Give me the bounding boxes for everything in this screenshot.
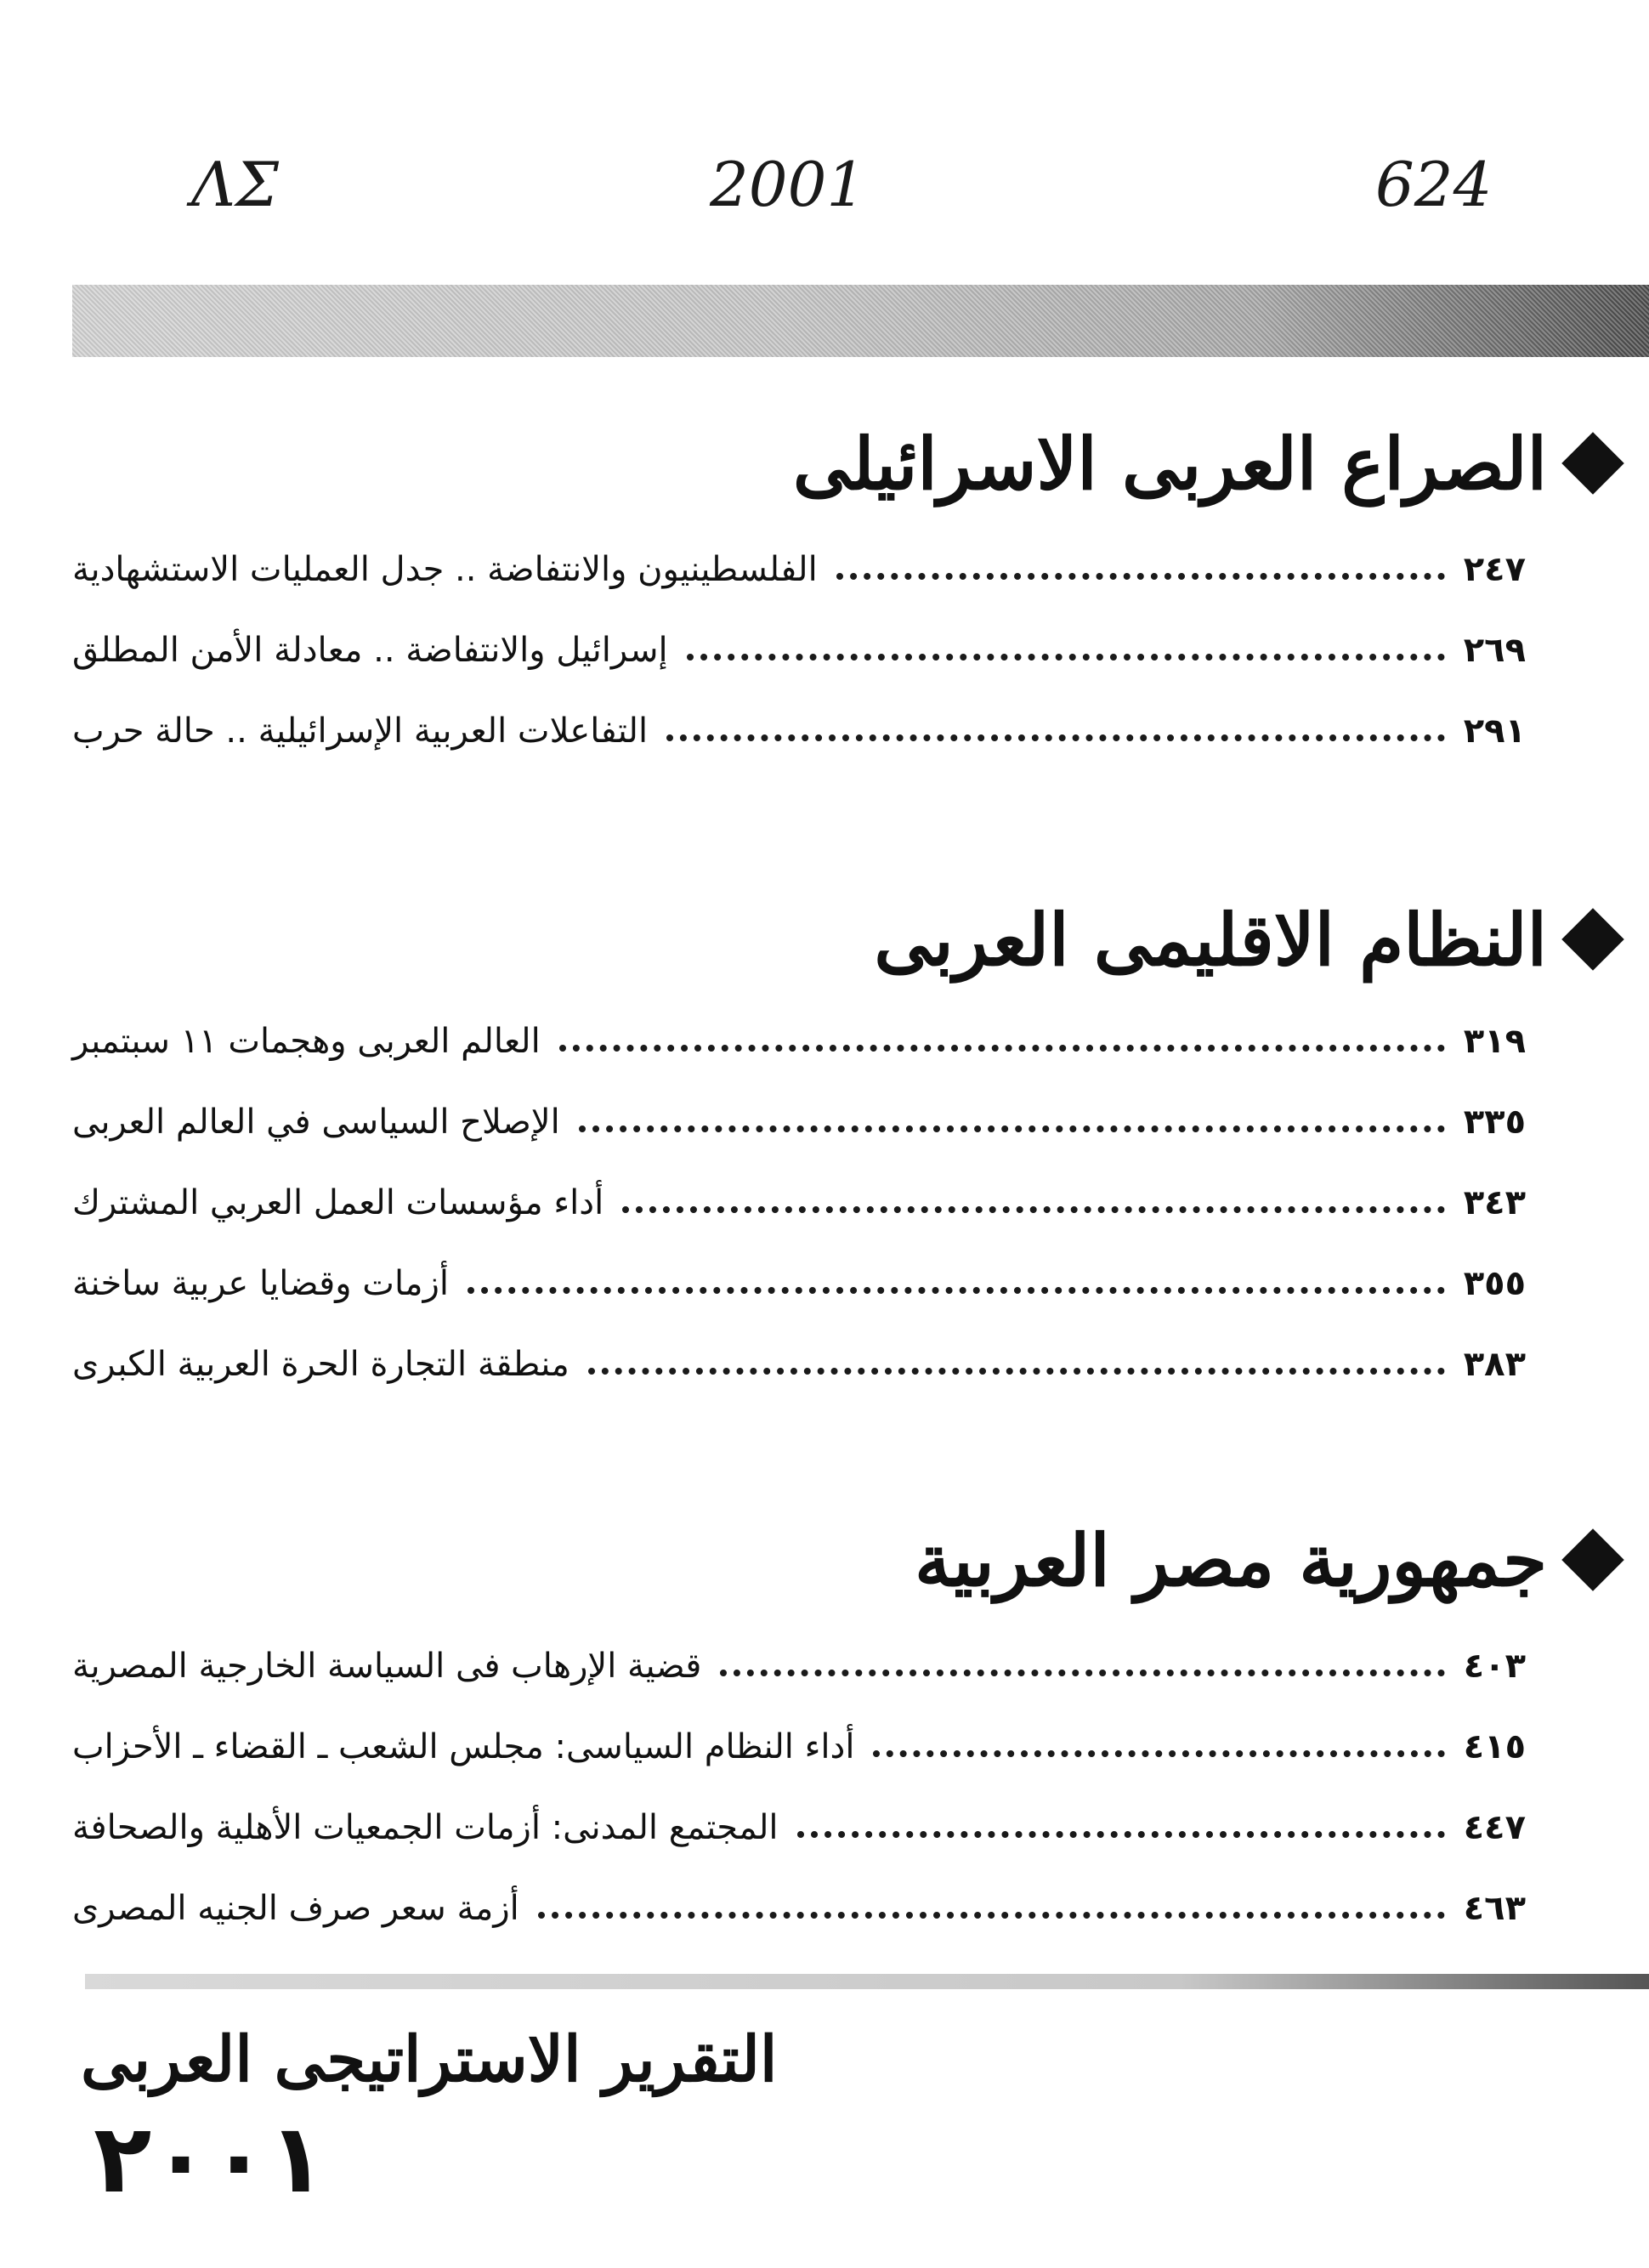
toc-entry [72,1798,1526,1857]
dot-leader [797,1831,1445,1838]
toc-entry [72,621,1526,680]
toc-entry-title: أداء مؤسسات العمل العربي المشترك [72,1183,604,1222]
toc-entry-title: الإصلاح السياسى في العالم العربى [72,1103,560,1142]
bottom-decorative-band [85,1974,1649,1989]
toc-entry [72,1636,1526,1696]
toc-entry-title: المجتمع المدنى: أزمات الجمعيات الأهلية والصحافة [72,1808,779,1847]
toc-entry-title: إسرائيل والانتفاضة .. معادلة الأمن المطلق [72,631,668,670]
toc-entry-page: ٤٤٧ [1463,1808,1526,1847]
toc-entry [72,1173,1526,1233]
top-decorative-band [72,285,1649,357]
section-title: الصراع العربى الاسرائيلى [792,421,1547,506]
dot-leader [579,1125,1445,1132]
handwritten-note-center: 2001 [710,149,866,220]
section-title: جمهورية مصر العربية [915,1517,1547,1602]
toc-entry-page: ٣٥٥ [1463,1264,1526,1303]
dot-leader [538,1912,1445,1919]
toc-entry-title: أزمات وقضايا عربية ساخنة [72,1264,450,1303]
toc-entry-page: ٣٣٥ [1463,1103,1526,1142]
toc-entry [72,1254,1526,1313]
toc-entry-page: ٤١٥ [1463,1727,1526,1766]
toc-entry-title: الفلسطينيون والانتفاضة .. جدل العمليات الاستشهادية [72,550,818,589]
dot-leader [873,1750,1444,1757]
section-header-2 [874,884,1615,995]
handwritten-note-left: ΛΣ [191,149,279,220]
dot-leader [588,1368,1445,1375]
toc-entry-page: ٢٦٩ [1463,631,1526,670]
toc-entry [72,540,1526,599]
section-header-3 [915,1505,1615,1615]
toc-entry [72,1717,1526,1777]
toc-entry-page: ٢٤٧ [1463,550,1526,589]
toc-entry-page: ٣١٩ [1463,1022,1526,1061]
toc-entry-page: ٤٦٣ [1463,1889,1526,1928]
toc-entry-title: قضية الإرهاب فى السياسة الخارجية المصرية [72,1647,702,1686]
toc-entry [72,701,1526,761]
toc-entry-title: التفاعلات العربية الإسرائيلية .. حالة حرب [72,712,649,751]
toc-entry-title: أزمة سعر صرف الجنيه المصرى [72,1889,519,1928]
dot-leader [468,1287,1445,1294]
toc-entry [72,1879,1526,1938]
toc-entry [72,1335,1526,1394]
toc-entry-page: ٣٨٣ [1463,1345,1526,1384]
report-year: ٢٠٠١ [94,2104,326,2214]
diamond-bullet-icon [1561,1528,1624,1591]
toc-entry-page: ٢٩١ [1463,712,1526,751]
toc-entry [72,1092,1526,1152]
dot-leader [687,654,1445,661]
toc-entry-title: أداء النظام السياسى: مجلس الشعب ـ القضاء ـ الأحزاب [72,1727,855,1766]
toc-entry-title: منطقة التجارة الحرة العربية الكبرى [72,1345,570,1384]
toc-entry-page: ٤٠٣ [1463,1647,1526,1686]
handwritten-note-right: 624 [1375,149,1493,220]
dot-leader [836,573,1445,580]
dot-leader [666,734,1445,741]
section-title: النظام الاقليمى العربى [874,897,1547,982]
diamond-bullet-icon [1561,908,1624,971]
diamond-bullet-icon [1561,432,1624,495]
toc-entry [72,1012,1526,1071]
toc-entry-title: العالم العربى وهجمات ١١ سبتمبر [72,1022,541,1061]
dot-leader [622,1206,1445,1213]
dot-leader [720,1670,1444,1676]
section-header-1 [793,408,1615,519]
report-title: التقرير الاستراتيجى العربى [81,2023,778,2096]
toc-entry-page: ٣٤٣ [1463,1183,1526,1222]
dot-leader [559,1045,1445,1052]
